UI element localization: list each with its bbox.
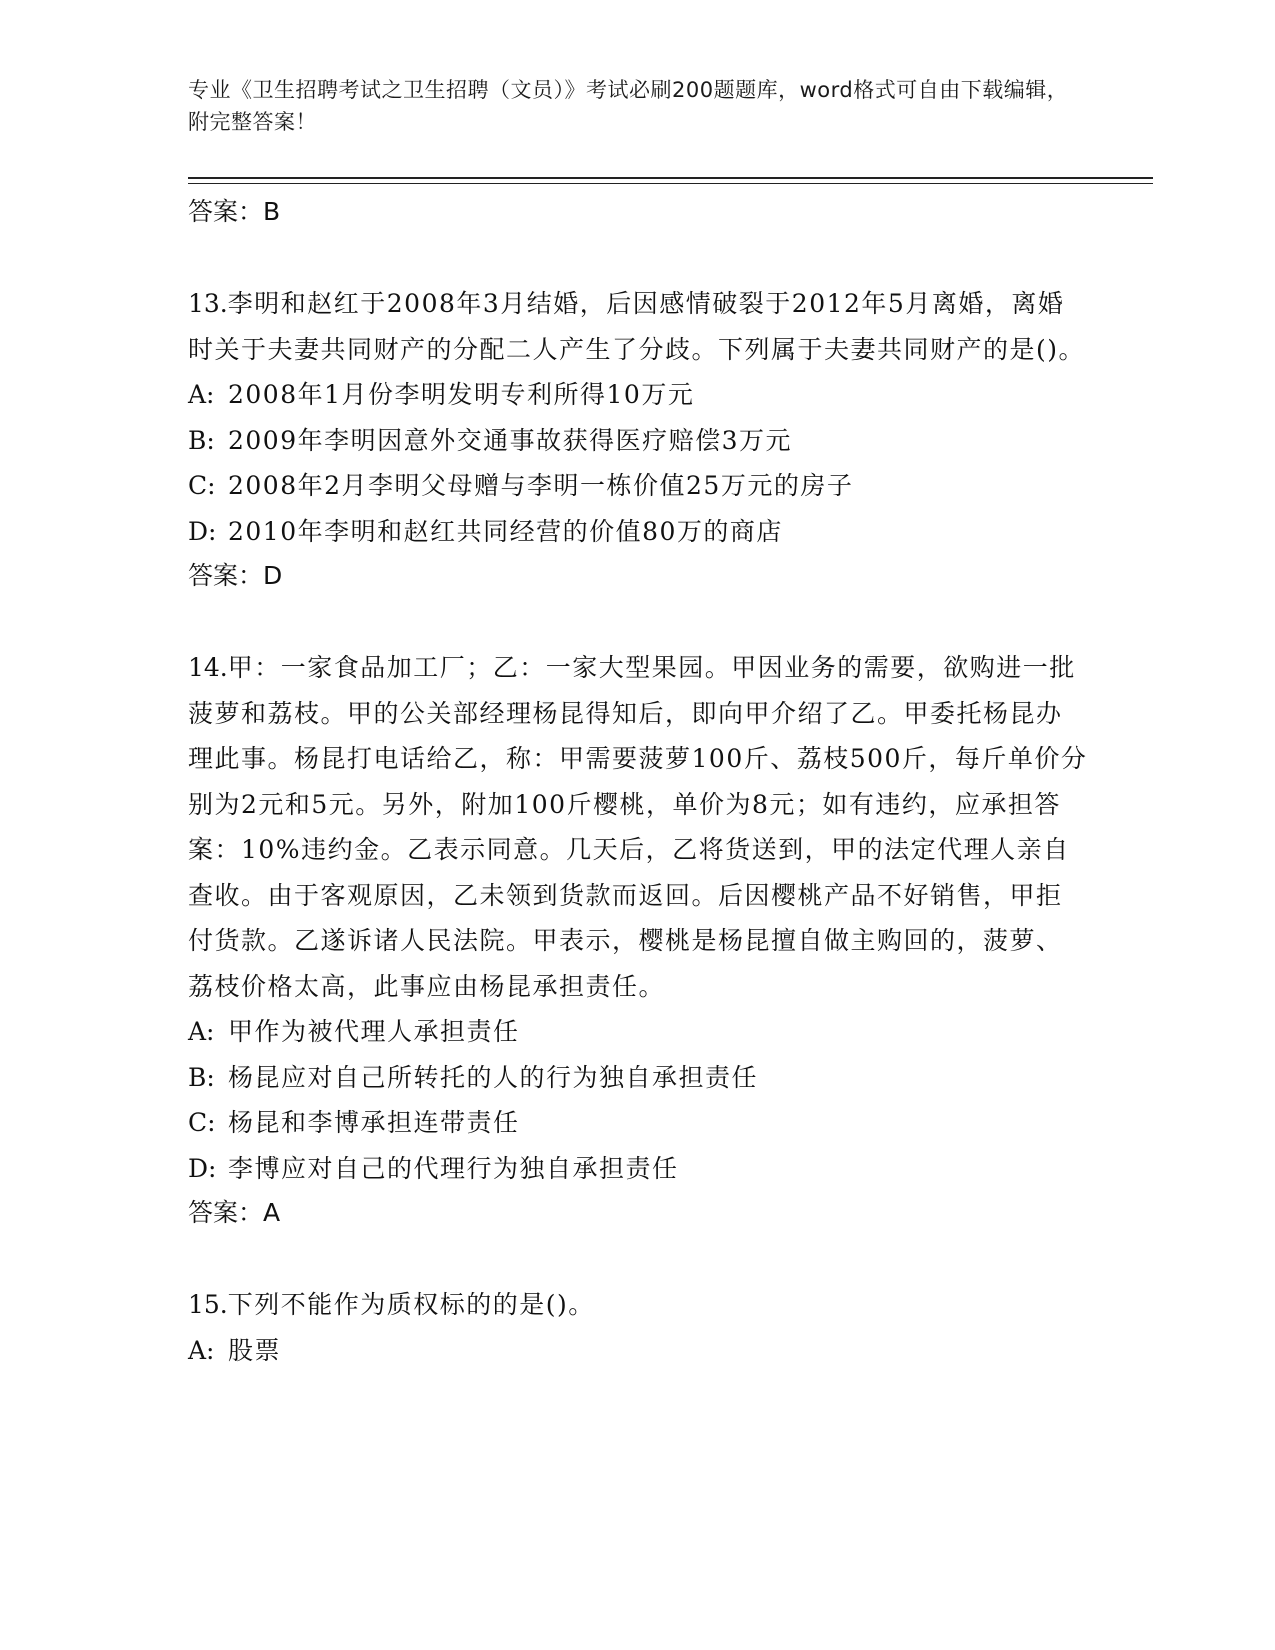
answer-label: 答案： bbox=[188, 561, 264, 590]
answer-value: D bbox=[263, 561, 283, 590]
option-text: 2010年李明和赵红共同经营的价值80万的商店 bbox=[228, 516, 783, 546]
option-letter: D: bbox=[188, 1153, 217, 1183]
option-text: 甲作为被代理人承担责任 bbox=[228, 1017, 520, 1046]
option-letter: A: bbox=[188, 1017, 215, 1046]
page-header: 专业《卫生招聘考试之卫生招聘（文员）》考试必刷200题题库，word格式可自由下载编辑，附完整答案！ bbox=[188, 78, 1069, 134]
question-number: 13. bbox=[188, 289, 228, 318]
document-body bbox=[188, 190, 1088, 1373]
question-body: 李明和赵红于2008年3月结婚，后因感情破裂于2012年5月离婚，离婚时关于夫妻共同财产的分配二人产生了分歧。下列属于夫妻共同财产的是()。 bbox=[188, 289, 1086, 364]
option-c bbox=[188, 463, 1088, 509]
question-body: 甲：一家食品加工厂；乙：一家大型果园。甲因业务的需要，欲购进一批菠萝和荔枝。甲的公关部经理杨昆得知后，即向甲介绍了乙。甲委托杨昆办理此事。杨昆打电话给乙，称：甲需要菠萝100斤、荔枝500斤，每斤单价分别为2元和5元。另外，附加100斤樱桃，单价为8元；如有违约，应承担答案：10%违约金。乙表示同意。几天后，乙将货送到，甲的法定代理人亲自查收。由于客观原因，乙未领到货款而返回。后因樱桃产品不好销售，甲拒付货款。乙遂诉诸人民法院。甲表示，樱桃是杨昆擅自做主购回的，菠萝、荔枝价格太高，此事应由杨昆承担责任。 bbox=[188, 653, 1088, 1001]
question-text bbox=[188, 281, 1088, 372]
answer-label: 答案： bbox=[188, 197, 264, 226]
question-body: 下列不能作为质权标的的是()。 bbox=[227, 1290, 595, 1319]
question-number: 15. bbox=[188, 1290, 228, 1319]
option-c bbox=[188, 1100, 1088, 1146]
option-d bbox=[188, 1146, 1088, 1192]
option-letter: C: bbox=[188, 471, 216, 500]
option-letter: C: bbox=[188, 1108, 216, 1137]
answer-value: A bbox=[263, 1198, 281, 1227]
header-rule-thick bbox=[188, 177, 1153, 179]
option-letter: B: bbox=[188, 1062, 215, 1092]
option-d bbox=[188, 509, 1088, 555]
answer-line bbox=[188, 190, 1088, 234]
option-b bbox=[188, 418, 1088, 464]
answer-label: 答案： bbox=[188, 1198, 264, 1227]
option-b bbox=[188, 1055, 1088, 1101]
option-letter: A: bbox=[188, 380, 215, 409]
option-letter: A: bbox=[188, 1335, 215, 1365]
answer-line bbox=[188, 1191, 1088, 1235]
question-text bbox=[188, 1282, 1088, 1328]
option-letter: B: bbox=[188, 425, 215, 455]
option-letter: D: bbox=[188, 516, 217, 546]
question-text bbox=[188, 645, 1088, 1009]
option-a bbox=[188, 372, 1088, 418]
header-rule-thin bbox=[188, 183, 1153, 184]
option-a bbox=[188, 1009, 1088, 1055]
option-a bbox=[188, 1328, 1088, 1374]
answer-value: B bbox=[263, 197, 281, 226]
option-text: 2009年李明因意外交通事故获得医疗赔偿3万元 bbox=[228, 425, 793, 455]
option-text: 李博应对自己的代理行为独自承担责任 bbox=[228, 1153, 679, 1183]
option-text: 杨昆和李博承担连带责任 bbox=[228, 1108, 520, 1137]
question-number: 14. bbox=[188, 653, 228, 682]
option-text: 2008年2月李明父母赠与李明一栋价值25万元的房子 bbox=[228, 471, 854, 500]
option-text: 股票 bbox=[228, 1335, 282, 1365]
answer-line bbox=[188, 554, 1088, 598]
option-text: 2008年1月份李明发明专利所得10万元 bbox=[228, 380, 695, 409]
option-text: 杨昆应对自己所转托的人的行为独自承担责任 bbox=[228, 1062, 759, 1092]
